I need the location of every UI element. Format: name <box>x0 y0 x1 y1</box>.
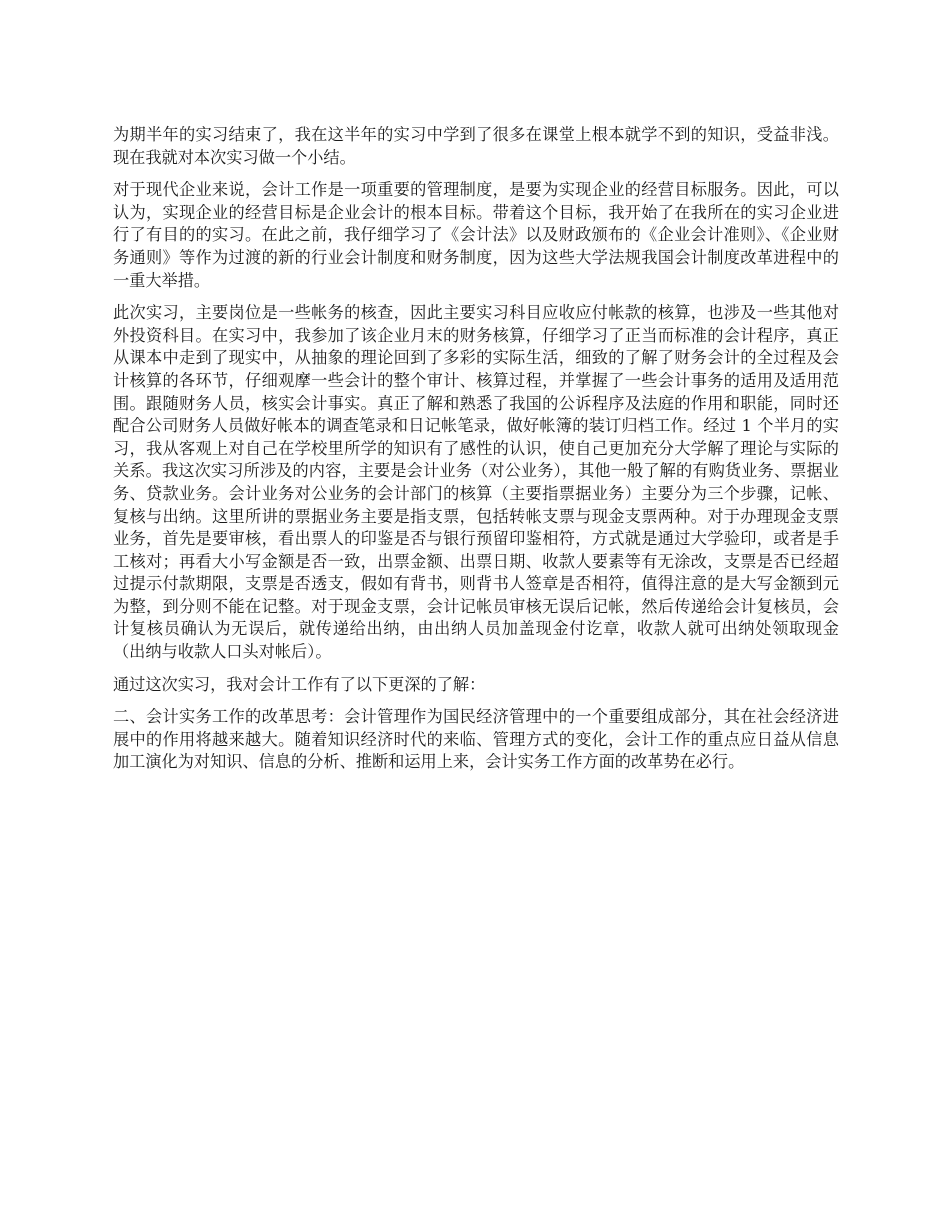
paragraph-accounting-role: 对于现代企业来说，会计工作是一项重要的管理制度，是要为实现企业的经营目标服务。因此，可以认为，实现企业的经营目标是企业会计的根本目标。带着这个目标，我开始了在我所在的实习企业进行了有目的的实习。在此之前，我仔细学习了《会计法》以及财政颁布的《企业会计准则》、《企业财务通则》等作为过渡的新的行业会计制度和财务制度，因为这些大学法规我国会计制度改革进程中的一重大举措。 <box>113 180 839 290</box>
paragraph-understanding: 通过这次实习，我对会计工作有了以下更深的了解： <box>113 674 486 694</box>
paragraph-intro: 为期半年的实习结束了，我在这半年的实习中学到了很多在课堂上根本就学不到的知识，受益非浅。现在我就对本次实习做一个小结。 <box>113 125 839 167</box>
document-body <box>113 124 839 784</box>
paragraph-internship-details: 此次实习，主要岗位是一些帐务的核查，因此主要实习科目应收应付帐款的核算，也涉及一些其他对外投资科目。在实习中，我参加了该企业月末的财务核算，仔细学习了正当而标准的会计程序，真正从课本中走到了现实中，从抽象的理论回到了多彩的实际生活，细致的了解了财务会计的全过程及会计核算的各环节，仔细观摩一些会计的整个审计、核算过程，并掌握了一些会计事务的适用及适用范围。跟随财务人员，核实会计事实。真正了解和熟悉了我国的公诉程序及法庭的作用和职能，同时还配合公司财务人员做好帐本的调查笔录和日记帐笔录，做好帐簿的装订归档工作。经过 1 个半月的实习，我从客观上对自己在学校里所学的知识有了感性的认识，使自己更加充分大学解了理论与实际的关系。我这次实习所涉及的内容，主要是会计业务（对公业务），其他一般了解的有购货业务、票据业务、贷款业务。会计业务对公业务的会计部门的核算（主要指票据业务）主要分为三个步骤，记帐、复核与出纳。这里所讲的票据业务主要是指支票，包括转帐支票与现金支票两种。对于办理现金支票业务，首先是要审核，看出票人的印鉴是否与银行预留印鉴相符，方式就是通过大学验印，或者是手工核对；再看大小写金额是否一致，出票金额、出票日期、收款人要素等有无涂改，支票是否已经超过提示付款期限，支票是否透支，假如有背书，则背书人签章是否相符，值得注意的是大写金额到元为整，到分则不能在记整。对于现金支票，会计记帐员审核无误后记帐，然后传递给会计复核员，会计复核员确认为无误后，就传递给出纳，由出纳人员加盖现金付讫章，收款人就可出纳处领取现金（出纳与收款人口头对帐后）。 <box>113 303 839 662</box>
paragraph-reform-thoughts: 二、会计实务工作的改革思考：会计管理作为国民经济管理中的一个重要组成部分，其在社会经济进展中的作用将越来越大。随着知识经济时代的来临、管理方式的变化，会计工作的重点应日益从信息加工演化为对知识、信息的分析、推断和运用上来，会计实务工作方面的改革势在必行。 <box>113 707 839 772</box>
